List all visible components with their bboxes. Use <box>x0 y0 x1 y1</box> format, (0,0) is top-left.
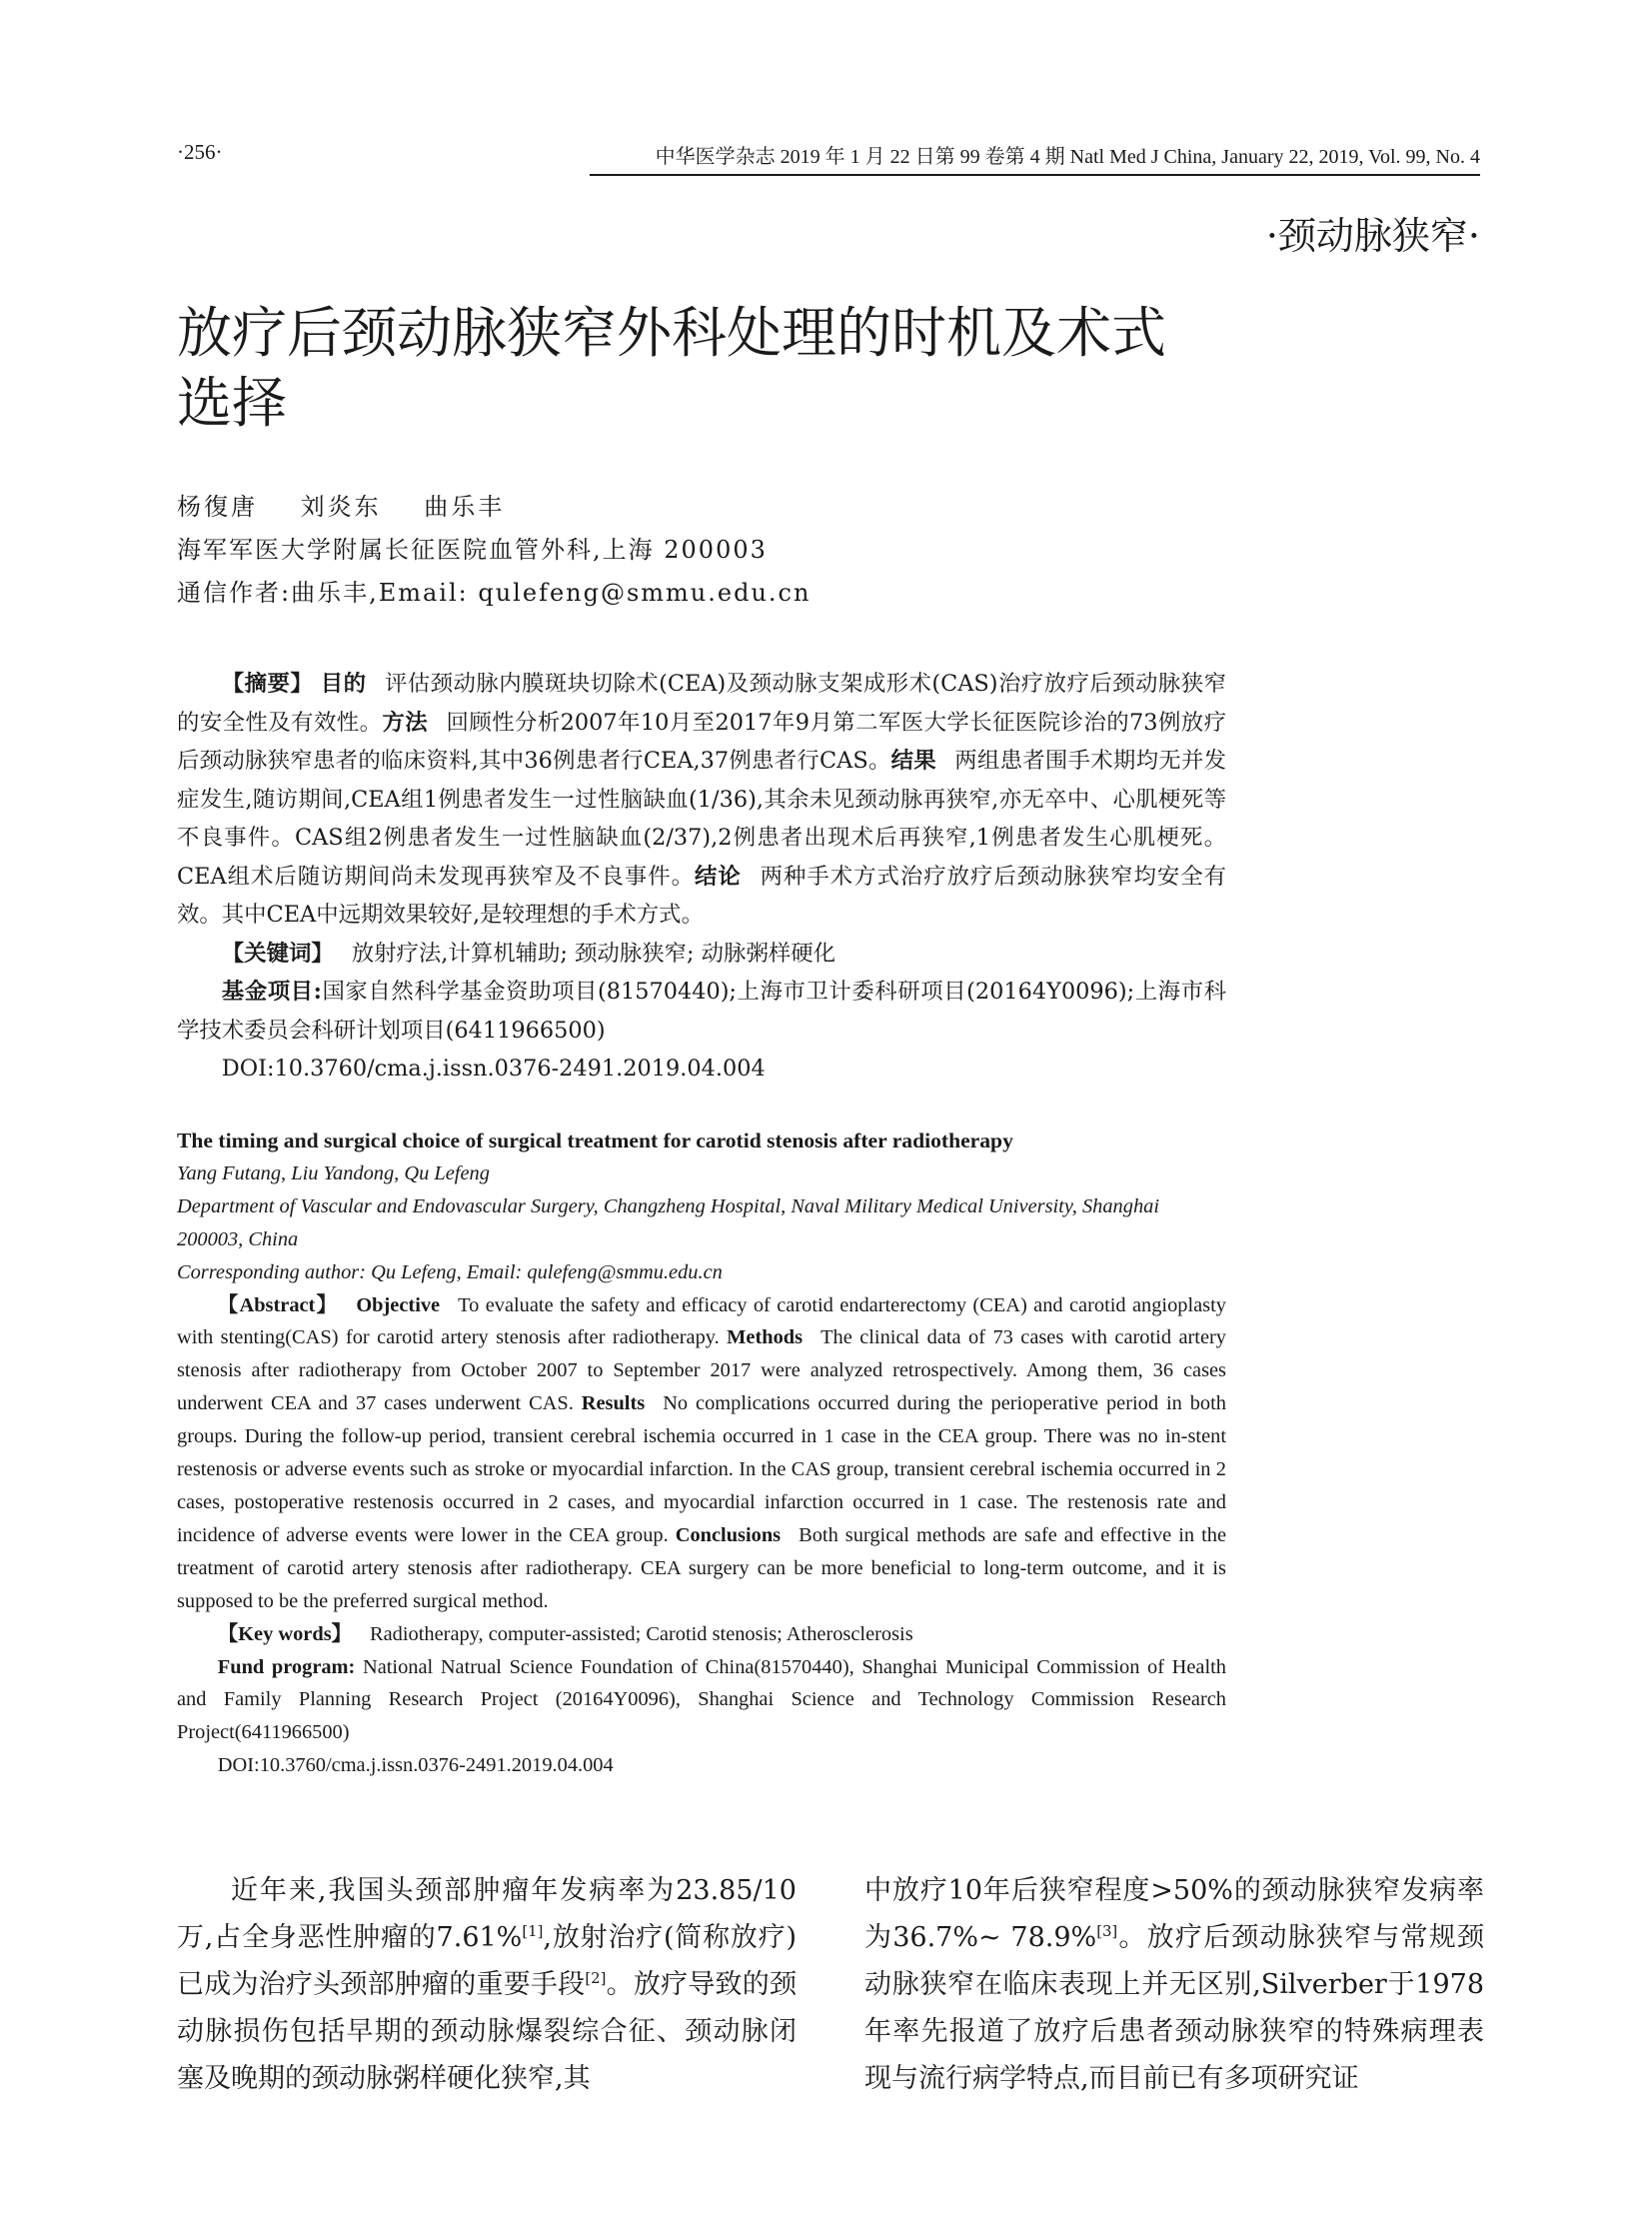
objective-label-en: Objective <box>356 1293 441 1316</box>
fund-en: National Natrual Science Foundation of China(81570440), Shanghai Municipal Commission of Health and Family Planning Research Project (20164Y0096), Shanghai Science and Technology Commission Research Project(6411966500) <box>177 1655 1226 1744</box>
body-column-left <box>177 1867 797 2102</box>
body-left-c: 。放疗导致的颈动脉损伤包括早期的颈动脉爆裂综合征、颈动脉闭塞及晚期的颈动脉粥样硬化狭窄,其 <box>177 1969 798 2094</box>
methods-cn: 回顾性分析2007年10月至2017年9月第二军医大学长征医院诊治的73例放疗后颈动脉狭窄患者的临床资料,其中36例患者行CEA,37例患者行CAS。 <box>177 709 1226 774</box>
body-right-b: 。放疗后颈动脉狭窄与常规颈动脉狭窄在临床表现上并无区别,Silverber于1978年率先报道了放疗后患者颈动脉狭窄的特殊病理表现与流行病学特点,而目前已有多项研究证 <box>864 1922 1484 2094</box>
objective-label-cn: 目的 <box>320 671 367 697</box>
keywords-en: Radiotherapy, computer-assisted; Carotid stenosis; Atherosclerosis <box>370 1622 913 1645</box>
authors-cn <box>177 487 537 522</box>
column-tag: ·颈动脉狭窄· <box>1265 214 1480 258</box>
conclusions-label-en: Conclusions <box>675 1523 782 1546</box>
body-right-a: 中放疗10年后狭窄程度>50%的颈动脉狭窄发病率为36.7%~ 78.9% <box>864 1875 1484 1953</box>
results-label-en: Results <box>581 1392 646 1415</box>
page-number: ·256· <box>177 140 223 164</box>
running-head: 中华医学杂志 2019 年 1 月 22 日第 99 卷第 4 期 Natl Med J China, January 22, 2019, Vol. 99, No. 4 <box>590 140 1480 176</box>
title-en: The timing and surgical choice of surgical treatment for carotid stenosis after radiotherapy <box>177 1128 1013 1152</box>
abstract-label-cn: 【摘要】 <box>221 671 314 697</box>
methods-label-en: Methods <box>727 1326 804 1349</box>
abstract-cn <box>177 665 1226 1089</box>
author-2: 刘炎东 <box>300 493 382 521</box>
article-title <box>177 298 1236 438</box>
corresponding-cn: 通信作者:曲乐丰,Email: qulefeng@smmu.edu.cn <box>177 579 812 607</box>
doi-cn: DOI:10.3760/cma.j.issn.0376-2491.2019.04.004 <box>221 1056 766 1082</box>
methods-en: The clinical data of 73 cases with carotid artery stenosis after radiotherapy from October 2007 to September 2017 were analyzed retrospectively. Among them, 36 cases underwent CEA and 37 cases underwent CAS. <box>177 1326 1226 1415</box>
ref-2: [2] <box>585 1969 607 1987</box>
conclusions-en: Both surgical methods are safe and effective in the treatment of carotid artery stenosis after radiotherapy. CEA surgery can be more beneficial to long-term outcome, and it is supposed to be the preferred surgical method. <box>177 1523 1226 1612</box>
author-1: 杨復唐 <box>177 493 258 521</box>
body-column-right <box>864 1867 1484 2102</box>
results-en: No complications occurred during the perioperative period in both groups. During the follow-up period, transient cerebral ischemia occurred in 1 case in the CEA group. There was no in-stent restenosis or adverse events such as stroke or myocardial infarction. In the CAS group, transient cerebral ischemia occurred in 2 cases, postoperative restenosis occurred in 2 cases, and myocardial infarction occurred in 1 case. The restenosis rate and incidence of adverse events were lower in the CEA group. <box>177 1392 1226 1546</box>
author-3: 曲乐丰 <box>424 493 506 521</box>
doi-en: DOI:10.3760/cma.j.issn.0376-2491.2019.04.004 <box>217 1754 614 1777</box>
keywords-cn: 放射疗法,计算机辅助; 颈动脉狭窄; 动脉粥样硬化 <box>351 940 836 967</box>
abstract-en <box>177 1124 1226 1782</box>
title-line-1: 放疗后颈动脉狭窄外科处理的时机及术式 <box>177 301 1167 365</box>
keywords-label-cn: 【关键词】 <box>221 940 334 967</box>
corresponding-en: Corresponding author: Qu Lefeng, Email: qulefeng@smmu.edu.cn <box>177 1260 723 1283</box>
fund-label-en: Fund program: <box>217 1655 356 1678</box>
ref-3: [3] <box>1096 1922 1118 1940</box>
body-left-a: 近年来,我国头颈部肿瘤年发病率为23.85/10万,占全身恶性肿瘤的7.61% <box>177 1875 797 1953</box>
fund-label-cn: 基金项目: <box>221 979 322 1005</box>
ref-1: [1] <box>522 1922 544 1940</box>
keywords-label-en: 【Key words】 <box>217 1622 353 1645</box>
results-label-cn: 结果 <box>890 748 936 774</box>
authors-en: Yang Futang, Liu Yandong, Qu Lefeng <box>177 1161 490 1184</box>
conclusion-label-cn: 结论 <box>694 863 742 890</box>
objective-cn: 评估颈动脉内膜斑块切除术(CEA)及颈动脉支架成形术(CAS)治疗放疗后颈动脉狭窄的安全性及有效性。 <box>177 671 1226 736</box>
fund-cn: 国家自然科学基金资助项目(81570440);上海市卫计委科研项目(20164Y0096);上海市科学技术委员会科研计划项目(6411966500) <box>177 979 1226 1044</box>
abstract-label-en: 【Abstract】 <box>217 1293 339 1316</box>
body-left-b: ,放射治疗(简称放疗)已成为治疗头颈部肿瘤的重要手段 <box>177 1922 798 2000</box>
affiliation-en: Department of Vascular and Endovascular Surgery, Changzheng Hospital, Naval Military Medical University, Shanghai 200003, China <box>177 1194 1159 1250</box>
conclusion-cn: 两种手术方式治疗放疗后颈动脉狭窄均安全有效。其中CEA中远期效果较好,是较理想的手术方式。 <box>177 863 1227 928</box>
title-line-2: 选择 <box>177 371 288 435</box>
affiliation-cn: 海军军医大学附属长征医院血管外科,上海 200003 <box>177 536 768 564</box>
objective-en: To evaluate the safety and efficacy of carotid endarterectomy (CEA) and carotid angioplasty with stenting(CAS) for carotid artery stenosis after radiotherapy. <box>177 1293 1226 1349</box>
methods-label-cn: 方法 <box>382 709 429 736</box>
results-cn: 两组患者围手术期均无并发症发生,随访期间,CEA组1例患者发生一过性脑缺血(1/36),其余未见颈动脉再狭窄,亦无卒中、心肌梗死等不良事件。CAS组2例患者发生一过性脑缺血(2/37),2例患者出现术后再狭窄,1例患者发生心肌梗死。CEA组术后随访期间尚未发现再狭窄及不良事件。 <box>177 748 1226 890</box>
